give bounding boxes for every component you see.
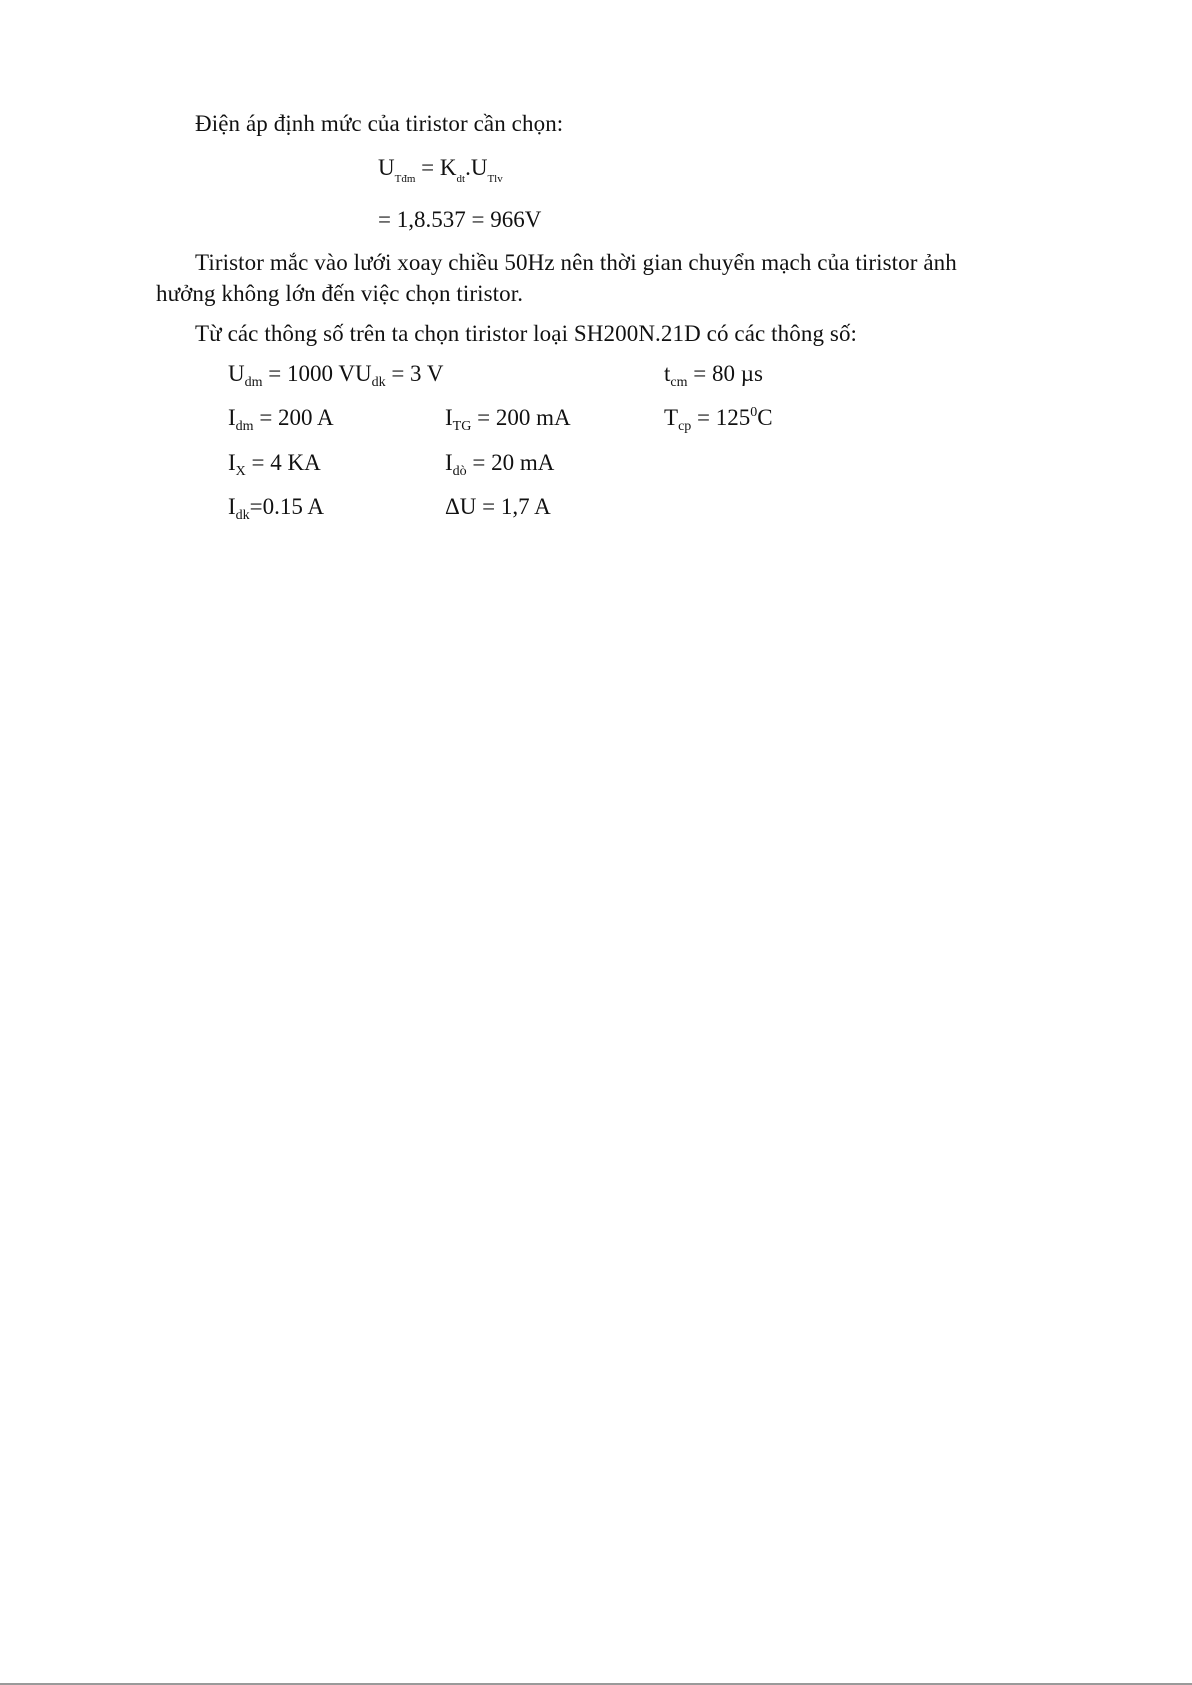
formula-lhs-symbol: U [378, 155, 395, 180]
param-delta-u: ΔU = 1,7 A [445, 494, 551, 519]
param-itg: $I_{TG} = 200$ mA [445, 405, 571, 434]
param-ix: $I_X = 4$ KA [228, 450, 321, 479]
formula-k-sub: dt [456, 173, 466, 185]
formula-result: = 1,8.537 = 966V [378, 207, 542, 232]
param-udm-udk: $U_{dm} = 1000$ $VU_{dk} = 3$ V [228, 361, 444, 390]
formula-u-symbol: U [470, 155, 488, 180]
param-tcp: $T_{cp} = 125^0C$ [664, 405, 773, 434]
param-tcm: $t_{cm} = 80$ µs [664, 361, 763, 390]
formula-equals: = [415, 155, 440, 180]
paragraph-2-line-2: hưởng không lớn đến việc chọn tiristor. [156, 281, 524, 306]
paragraph-3: Từ các thông số trên ta chọn tiristor loại SH200N.21D có các thông số: [195, 321, 858, 346]
intro-line: Điện áp định mức của tiristor cần chọn: [195, 111, 564, 136]
param-idm: $I_{dm} = 200$ A [228, 405, 334, 434]
formula-rated-voltage [378, 156, 503, 185]
formula-lhs-sub: Tđm [394, 173, 416, 185]
param-ido: $I_{dò} = 20$ mA [445, 450, 555, 479]
formula-u-sub: Tlv [487, 173, 503, 185]
formula-k-symbol: K [439, 155, 457, 180]
param-idk: $I_{dk}=0.15$ A [228, 494, 324, 523]
paragraph-2-line-1: Tiristor mắc vào lưới xoay chiều 50Hz nên thời gian chuyển mạch của tiristor ảnh [195, 250, 957, 275]
formula-dot: . [465, 155, 471, 180]
